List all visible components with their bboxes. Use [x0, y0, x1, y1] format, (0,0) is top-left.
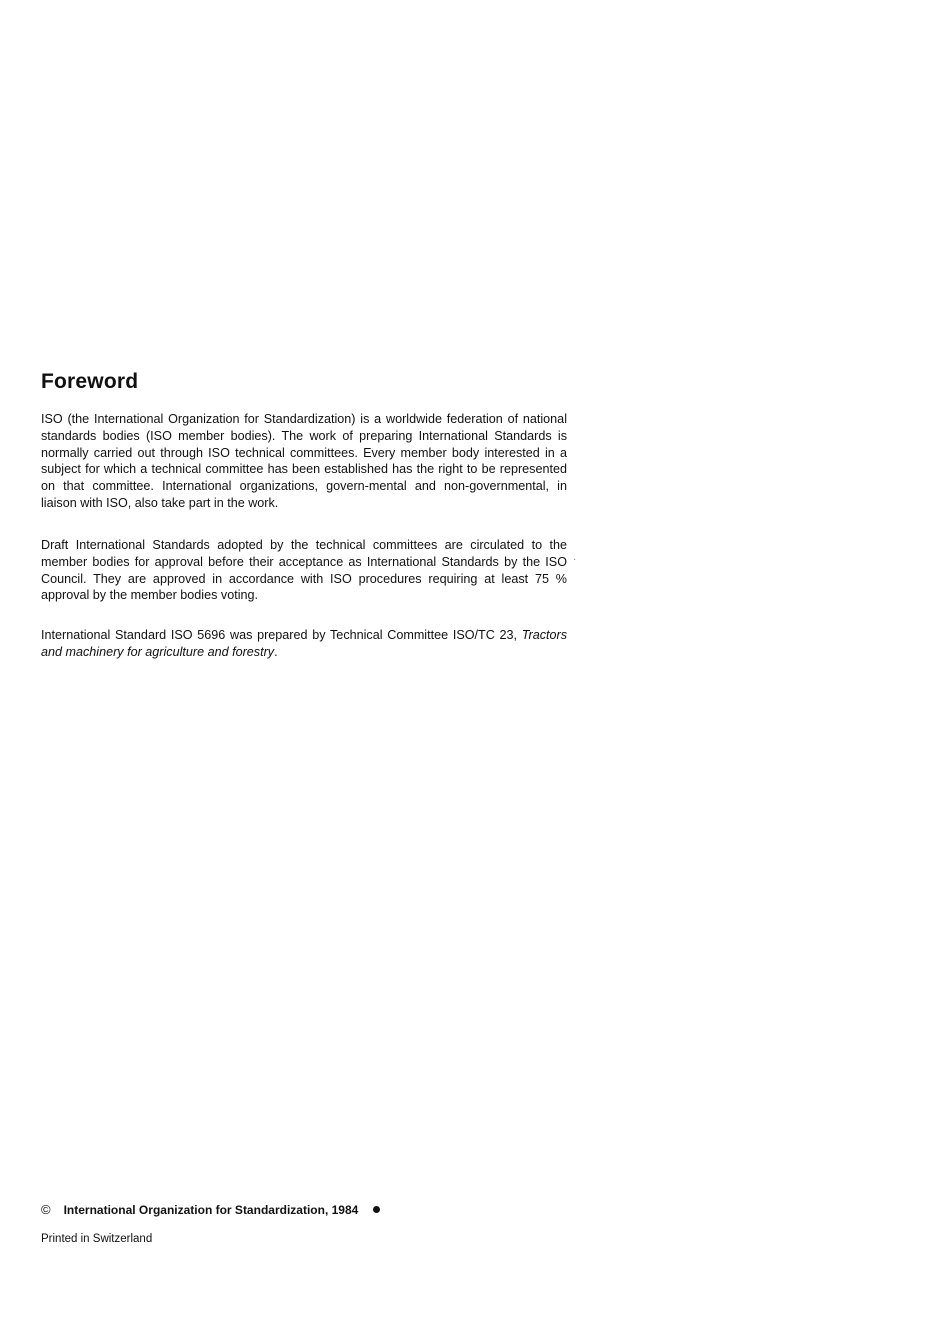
- printed-location: Printed in Switzerland: [41, 1233, 153, 1245]
- margin-mark: ·: [573, 554, 577, 565]
- foreword-paragraph-3: [41, 627, 567, 661]
- paragraph-3-text: International Standard ISO 5696 was prepared by Technical Committee ISO/TC 23,: [41, 628, 518, 642]
- committee-title: Tractors and machinery for agriculture and forestry: [41, 628, 567, 659]
- copyright-line: [41, 1202, 380, 1217]
- paragraph-3-end: .: [274, 644, 278, 659]
- foreword-paragraph-2: Draft International Standards adopted by the technical committees are circulated to the member bodies for approval before their acceptance as International Standards by the ISO Council. They are approved in accordance with ISO procedures requiring at least 75 % approval by the member bodies voting.: [41, 538, 567, 603]
- foreword-paragraph-1: ISO (the International Organization for Standardization) is a worldwide federation of national standards bodies (ISO member bodies). The work of preparing International Standards is normally carried out through ISO technical committees. Every member body interested in a subject for which a technical committee has been established has the right to be represented on that committee. International organizations, govern-mental and non-governmental, in liaison with ISO, also take part in the work.: [41, 412, 567, 510]
- page-title: Foreword: [41, 370, 139, 393]
- copyright-holder: International Organization for Standardization, 1984: [63, 1202, 359, 1217]
- copyright-icon: ©: [41, 1202, 51, 1217]
- bullet-icon: [373, 1206, 380, 1213]
